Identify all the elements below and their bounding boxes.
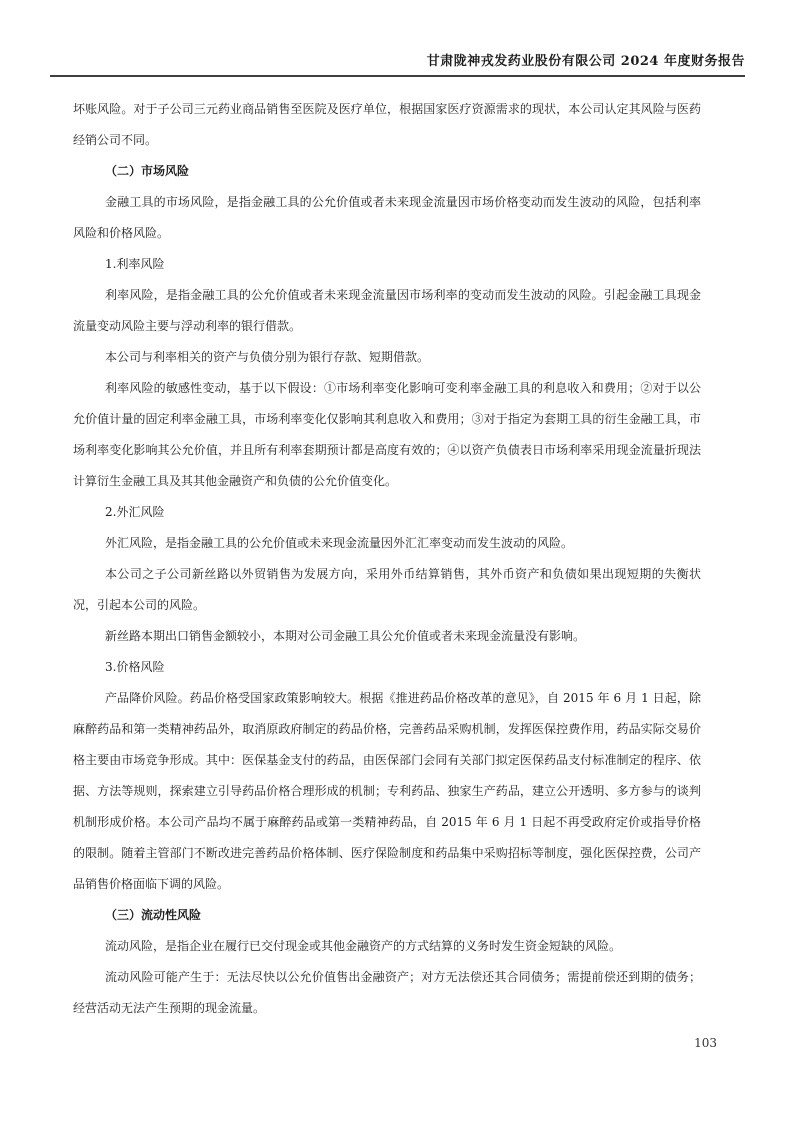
body-paragraph: 本公司与利率相关的资产与负债分别为银行存款、短期借款。 — [105, 350, 430, 364]
body-paragraph: 本公司之子公司新丝路以外贸销售为发展方向，采用外币结算销售，其外币资产和负债如果出现短期的失衡状况，引起本公司的风险。 — [73, 567, 701, 612]
body-paragraph: 流动风险，是指企业在履行已交付现金或其他金融资产的方式结算的义务时发生资金短缺的风险。 — [105, 939, 622, 953]
body-paragraph: 金融工具的市场风险，是指金融工具的公允价值或者未来现金流量因市场价格变动而发生波动的风险，包括利率风险和价格风险。 — [73, 195, 701, 240]
subsection-heading: 2.外汇风险 — [105, 505, 165, 519]
page-number: 103 — [694, 1036, 717, 1050]
body-paragraph: 产品降价风险。药品价格受国家政策影响较大。根据《推进药品价格改革的意见》，自 2015 年 6 月 1 日起，除麻醉药品和第一类精神药品外，取消原政府制定的药品价格，完善药品采购机制，发挥医保控费作用，药品实际交易价格主要由市场竞争形成。其中：医保基金支付的药品，由医保部门会同有关部门拟定医保药品支付标准制定的程序、依据、方法等规则，探索建立引导药品价格合理形成的机制；专利药品、独家生产药品，建立公开透明、多方参与的谈判机制形成价格。本公司产品均不属于麻醉药品或第一类精神药品，自 2015 年 6 月 1 日起不再受政府定价或指导价格的限制。随着主管部门不断改进完善药品价格体制、医疗保险制度和药品集中采购招标等制度，强化医保控费，公司产品销售价格面临下调的风险。 — [73, 691, 701, 891]
report-header-title: 甘肃陇神戎发药业股份有限公司 2024 年度财务报告 — [426, 54, 745, 69]
document-body — [73, 94, 701, 1024]
subsection-heading: 1.利率风险 — [105, 257, 165, 271]
body-paragraph: 新丝路本期出口销售金额较小，本期对公司金融工具公允价值或者未来现金流量没有影响。 — [105, 629, 586, 643]
subsection-heading: 3.价格风险 — [105, 660, 165, 674]
page-header — [50, 50, 745, 77]
body-paragraph: 利率风险，是指金融工具的公允价值或者未来现金流量因市场利率的变动而发生波动的风险。引起金融工具现金流量变动风险主要与浮动利率的银行借款。 — [73, 288, 701, 333]
body-paragraph: 外汇风险，是指金融工具的公允价值或未来现金流量因外汇汇率变动而发生波动的风险。 — [105, 536, 574, 550]
section-heading: （二）市场风险 — [105, 164, 190, 178]
body-paragraph: 流动风险可能产生于：无法尽快以公允价值售出金融资产；对方无法偿还其合同债务；需提前偿还到期的债务；经营活动无法产生预期的现金流量。 — [73, 970, 701, 1015]
body-paragraph: 利率风险的敏感性变动，基于以下假设：①市场利率变化影响可变利率金融工具的利息收入和费用；②对于以公允价值计量的固定利率金融工具，市场利率变化仅影响其利息收入和费用；③对于指定为套期工具的衍生金融工具，市场利率变化影响其公允价值，并且所有利率套期预计都是高度有效的；④以资产负债表日市场利率采用现金流量折现法计算衍生金融工具及其其他金融资产和负债的公允价值变化。 — [73, 381, 701, 488]
body-paragraph: 坏账风险。对于子公司三元药业商品销售至医院及医疗单位，根据国家医疗资源需求的现状，本公司认定其风险与医药经销公司不同。 — [73, 102, 701, 147]
section-heading: （三）流动性风险 — [105, 908, 202, 922]
